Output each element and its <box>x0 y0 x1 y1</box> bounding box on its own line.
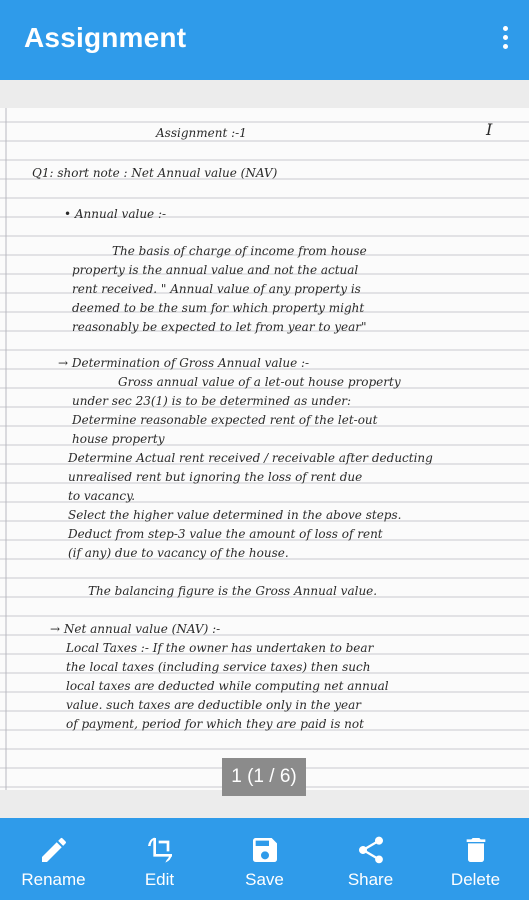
doc-line: the local taxes (including service taxes) then such <box>66 660 371 674</box>
doc-heading: Assignment :-1 <box>156 126 247 140</box>
doc-line: to vacancy. <box>68 489 136 503</box>
doc-line: Deduct from step-3 value the amount of loss of rent <box>68 527 383 541</box>
doc-line: local taxes are deducted while computing net annual <box>66 679 389 693</box>
doc-line: value. such taxes are deductible only in the year <box>66 698 362 712</box>
doc-line: property is the annual value and not the actual <box>72 263 359 277</box>
document-page[interactable] <box>0 108 529 790</box>
doc-line: • Annual value :- <box>64 207 167 221</box>
share-label: Share <box>347 870 394 889</box>
edit-button[interactable] <box>112 818 207 900</box>
handwritten-text <box>0 108 529 790</box>
doc-line: Gross annual value of a let-out house property <box>118 375 401 389</box>
doc-line: under sec 23(1) is to be determined as under: <box>72 394 352 408</box>
doc-corner-mark: I <box>486 120 493 139</box>
doc-line: Local Taxes :- If the owner has undertaken to bear <box>66 641 374 655</box>
page-indicator: 1 (1 / 6) <box>222 758 306 796</box>
crop-rotate-icon <box>144 834 176 866</box>
doc-line: Select the higher value determined in the above steps. <box>68 508 402 522</box>
rename-button[interactable] <box>6 818 101 900</box>
doc-line: Determine reasonable expected rent of the let-out <box>72 413 378 427</box>
doc-line: → Net annual value (NAV) :- <box>50 622 221 636</box>
doc-line: (if any) due to vacancy of the house. <box>68 546 289 560</box>
delete-button[interactable] <box>428 818 523 900</box>
doc-line: → Determination of Gross Annual value :- <box>58 356 310 370</box>
trash-icon <box>460 834 492 866</box>
doc-line: Determine Actual rent received / receivable after deducting <box>68 451 433 465</box>
document-viewer[interactable] <box>0 80 529 818</box>
doc-line: deemed to be the sum for which property might <box>72 301 365 315</box>
pencil-icon <box>38 834 70 866</box>
rename-label: Rename <box>21 870 86 889</box>
doc-line: Q1: short note : Net Annual value (NAV) <box>32 166 278 180</box>
save-button[interactable] <box>217 818 312 900</box>
doc-line: The basis of charge of income from house <box>112 244 367 258</box>
bottom-toolbar <box>0 818 529 900</box>
delete-label: Delete <box>450 870 501 889</box>
doc-line: of payment, period for which they are paid is not <box>66 717 364 731</box>
edit-label: Edit <box>144 870 175 889</box>
doc-line: house property <box>72 432 165 446</box>
doc-line: The balancing figure is the Gross Annual value. <box>88 584 378 598</box>
save-icon <box>249 834 281 866</box>
share-button[interactable] <box>323 818 418 900</box>
doc-line: rent received. " Annual value of any property is <box>72 282 361 296</box>
doc-line: reasonably be expected to let from year to year" <box>72 320 367 334</box>
app-bar <box>0 0 529 80</box>
save-label: Save <box>245 870 284 889</box>
doc-line: unrealised rent but ignoring the loss of rent due <box>68 470 363 484</box>
more-vert-icon[interactable] <box>497 26 513 54</box>
page-title: Assignment <box>24 22 187 53</box>
share-icon <box>355 834 387 866</box>
